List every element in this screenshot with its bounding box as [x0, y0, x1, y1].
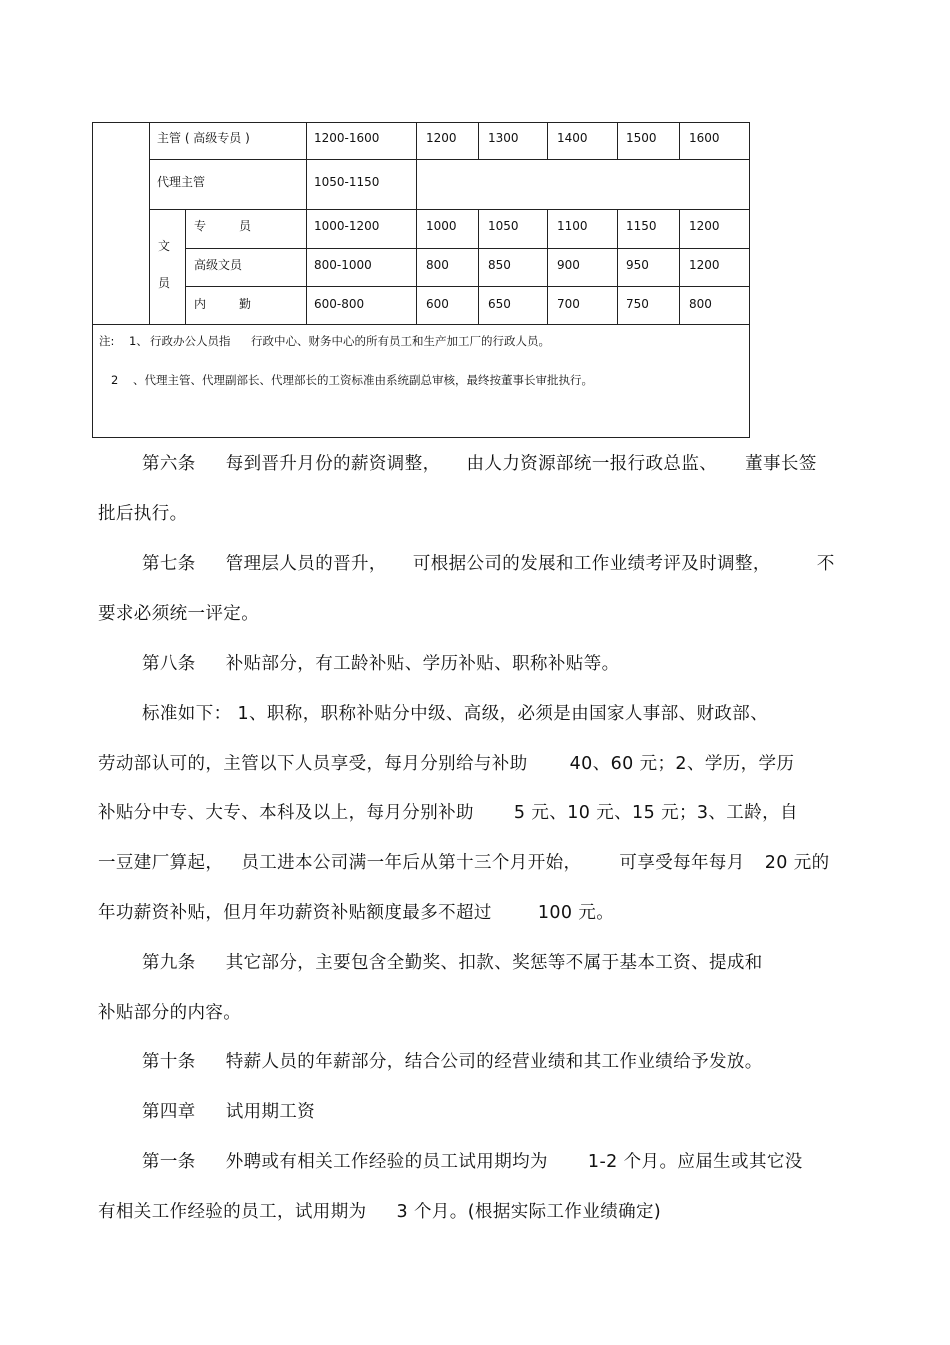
ch4-article-1-text-a: 外聘或有相关工作经验的员工试用期均为 — [225, 1152, 548, 1172]
row-supervisor-level-3: 1400 — [557, 131, 588, 145]
row-specialist-range: 1000-1200 — [314, 219, 380, 233]
article-9-label: 第九条 — [142, 953, 196, 973]
article-7-text-c: 不 — [816, 554, 835, 574]
row-office-staff-level-1: 600 — [426, 297, 449, 311]
row-office-staff-range: 600-800 — [314, 297, 365, 311]
article-7-line-2: 要求必须统一评定。 — [98, 604, 260, 624]
standards-line-4-a: 一豆建厂算起， — [98, 853, 224, 873]
row-supervisor-range: 1200-1600 — [314, 131, 380, 145]
chapter-4-label: 第四章 — [142, 1102, 196, 1122]
article-7-text-a: 管理层人员的晋升， — [225, 554, 387, 574]
row-office-staff-level-3: 700 — [557, 297, 580, 311]
table-grid-lines — [92, 122, 750, 439]
standards-line-5-a: 年功薪资补贴，但月年功薪资补贴额度最多不超过 — [98, 903, 492, 923]
row-senior-clerk-level-2: 850 — [488, 258, 511, 272]
standards-line-5-b: 100 元。 — [537, 903, 615, 923]
row-supervisor-title: 主管 ( 高级专员 ) — [157, 131, 250, 145]
row-acting-supervisor-title: 代理主管 — [157, 175, 206, 189]
standards-line-2 — [98, 752, 794, 776]
row-office-staff-title-part-2: 勤 — [239, 297, 252, 311]
standards-line-2-a: 劳动部认可的，主管以下人员享受，每月分别给与补助 — [98, 754, 528, 774]
article-6-text-c: 董事长签 — [745, 454, 817, 474]
article-10-text: 特薪人员的年薪部分，结合公司的经营业绩和其工作业绩给予发放。 — [225, 1052, 763, 1072]
article-8-text: 补贴部分，有工龄补贴、学历补贴、职称补贴等。 — [225, 654, 620, 674]
standards-line-4 — [98, 851, 830, 875]
row-specialist-level-2: 1050 — [488, 219, 519, 233]
article-7-label: 第七条 — [142, 554, 196, 574]
article-9-text: 其它部分，主要包含全勤奖、扣款、奖惩等不属于基本工资、提成和 — [225, 953, 763, 973]
article-7-line-1 — [142, 552, 835, 576]
article-8-line-1 — [142, 652, 620, 676]
ch4-article-1-line-2 — [98, 1200, 661, 1224]
standards-line-4-d: 20 元的 — [764, 853, 830, 873]
chapter-4-title: 试用期工资 — [225, 1102, 316, 1122]
clerk-group-label-char-1: 文 — [158, 239, 171, 253]
row-senior-clerk-level-3: 900 — [557, 258, 580, 272]
row-supervisor-level-5: 1600 — [689, 131, 720, 145]
row-specialist-level-1: 1000 — [426, 219, 457, 233]
article-6-text-a: 每到晋升月份的薪资调整， — [225, 454, 441, 474]
table-note-prefix: 注: — [99, 334, 115, 348]
ch4-article-1-text-d: 3 个月。(根据实际工作业绩确定) — [396, 1202, 662, 1222]
row-office-staff-level-5: 800 — [689, 297, 712, 311]
article-6-text-b: 由人力资源部统一报行政总监、 — [466, 454, 718, 474]
row-supervisor-level-4: 1500 — [626, 131, 657, 145]
table-note-1-part-a: 行政办公人员指 — [150, 334, 231, 348]
row-senior-clerk-level-4: 950 — [626, 258, 649, 272]
row-senior-clerk-title: 高级文员 — [194, 258, 243, 272]
article-6-line-1 — [142, 452, 817, 476]
row-specialist-title-part-2: 员 — [239, 219, 252, 233]
row-specialist-level-5: 1200 — [689, 219, 720, 233]
ch4-article-1-text-b: 1-2 个月。应届生或其它没 — [587, 1152, 803, 1172]
table-note-1-number: 1、 — [129, 334, 148, 348]
row-supervisor-level-2: 1300 — [488, 131, 519, 145]
ch4-article-1-label: 第一条 — [142, 1152, 196, 1172]
table-note-2-number: 2 — [111, 373, 119, 387]
article-10-line-1 — [142, 1050, 763, 1074]
standards-line-1: 标准如下： 1、职称，职称补贴分中级、高级，必须是由国家人事部、财政部、 — [142, 704, 769, 724]
standards-line-2-b: 40、60 元；2、学历，学历 — [569, 754, 795, 774]
row-specialist-title-part-1: 专 — [194, 219, 207, 233]
standards-line-4-c: 可享受每年每月 — [619, 853, 745, 873]
row-senior-clerk-level-5: 1200 — [689, 258, 720, 272]
standards-line-3-a: 补贴分中专、大专、本科及以上，每月分别补助 — [98, 803, 474, 823]
standards-line-3-b: 5 元、10 元、15 元；3、工龄，自 — [513, 803, 798, 823]
row-specialist-level-3: 1100 — [557, 219, 588, 233]
salary-table — [92, 122, 750, 438]
row-supervisor-level-1: 1200 — [426, 131, 457, 145]
article-7-text-b: 可根据公司的发展和工作业绩考评及时调整， — [412, 554, 771, 574]
standards-line-5 — [98, 901, 614, 925]
article-9-line-1 — [142, 951, 763, 975]
ch4-article-1-text-c: 有相关工作经验的员工，试用期为 — [98, 1202, 367, 1222]
row-specialist-level-4: 1150 — [626, 219, 657, 233]
table-note-1-part-b: 行政中心、财务中心的所有员工和生产加工厂的行政人员。 — [251, 334, 550, 348]
article-6-label: 第六条 — [142, 454, 196, 474]
article-9-line-2: 补贴部分的内容。 — [98, 1003, 242, 1023]
ch4-article-1-line-1 — [142, 1150, 803, 1174]
row-office-staff-level-4: 750 — [626, 297, 649, 311]
standards-line-3 — [98, 801, 798, 825]
clerk-group-label-char-2: 员 — [158, 276, 171, 290]
table-note-2-text: 、代理主管、代理副部长、代理部长的工资标准由系统副总审核，最终按董事长审批执行。 — [133, 373, 593, 387]
row-office-staff-title-part-1: 内 — [194, 297, 207, 311]
article-10-label: 第十条 — [142, 1052, 196, 1072]
article-6-line-2: 批后执行。 — [98, 504, 188, 524]
row-senior-clerk-range: 800-1000 — [314, 258, 372, 272]
row-senior-clerk-level-1: 800 — [426, 258, 449, 272]
standards-line-4-b: 员工进本公司满一年后从第十三个月开始， — [241, 853, 582, 873]
row-acting-supervisor-range: 1050-1150 — [314, 175, 380, 189]
chapter-4-heading — [142, 1100, 315, 1124]
row-office-staff-level-2: 650 — [488, 297, 511, 311]
article-8-label: 第八条 — [142, 654, 196, 674]
